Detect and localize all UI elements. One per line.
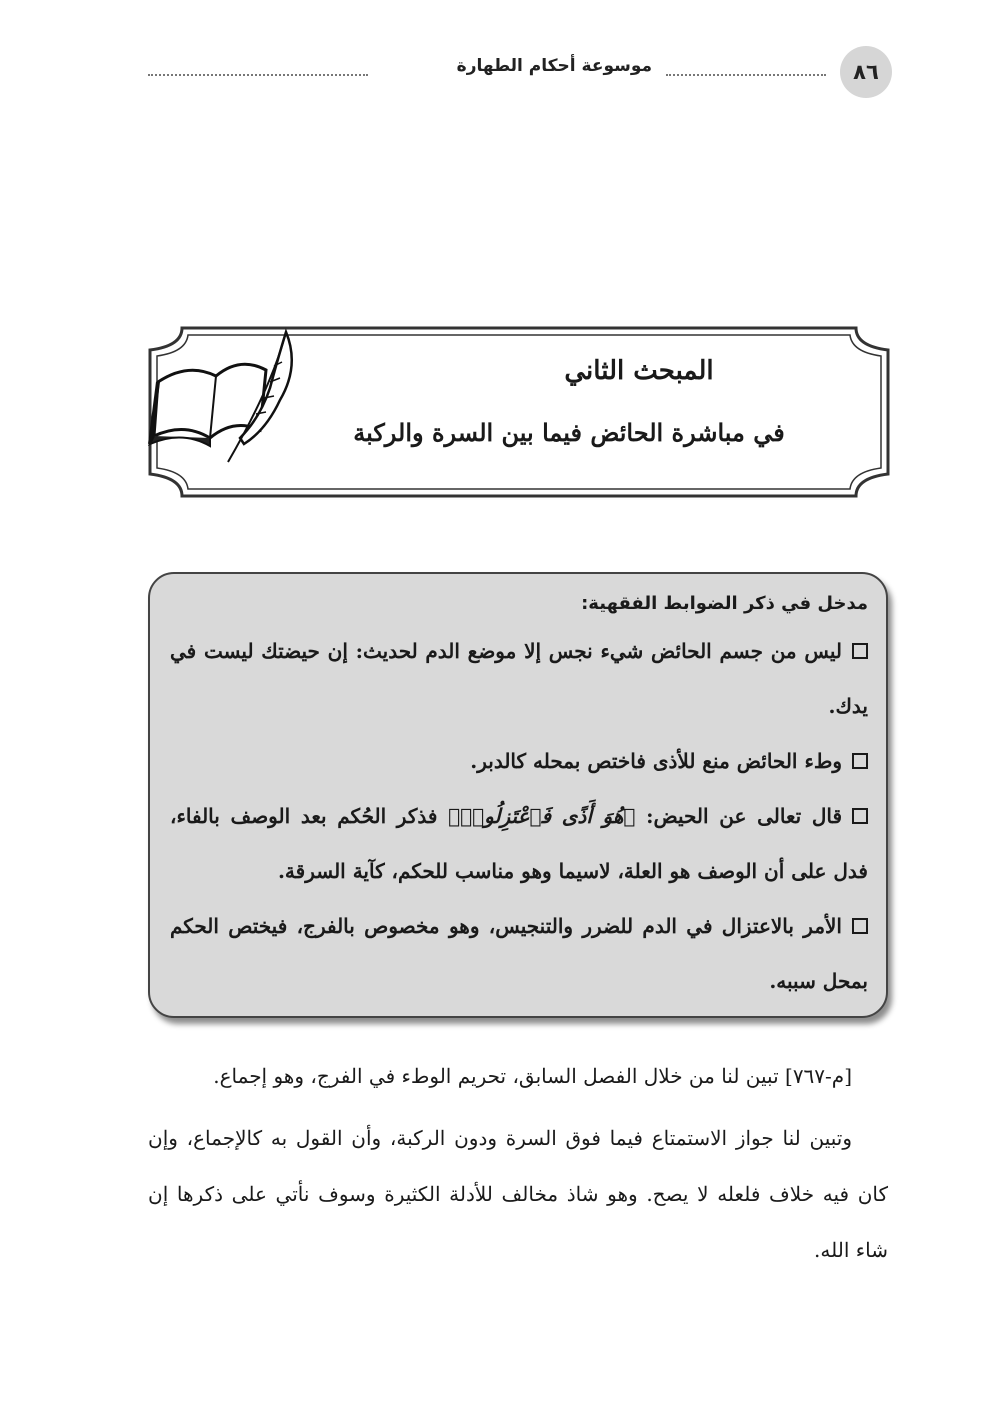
body-paragraph: وتبين لنا جواز الاستمتاع فيما فوق السرة ودون الركبة، وأن القول به كالإجماع، وإن كان فيه خلاف فلعله لا يصح. وهو شاذ مخالف للأدلة الكثيرة وسوف نأتي على ذكرها إن شاء الله. — [148, 1126, 888, 1262]
rule-item: ليس من جسم الحائض شيء نجس إلا موضع الدم لحديث: إن حيضتك ليست في يدك. — [170, 639, 868, 718]
rule-item: وطء الحائض منع للأذى فاختص بمحله كالدبر. — [170, 734, 868, 789]
book-quill-icon — [148, 326, 298, 466]
quran-quote: ﴿هُوَ أَذًى فَٱعْتَزِلُوا۟﴾ — [448, 804, 636, 828]
checkbox-bullet-icon — [852, 643, 868, 659]
header-dots-right — [666, 74, 826, 76]
section-subtitle: في مباشرة الحائض فيما بين السرة والركبة — [353, 418, 785, 447]
header-dots-left — [148, 74, 368, 76]
jurisprudence-rules-box — [148, 572, 888, 1018]
checkbox-bullet-icon — [852, 918, 868, 934]
section-title: المبحث الثاني — [564, 356, 714, 386]
checkbox-bullet-icon — [852, 808, 868, 824]
checkbox-bullet-icon — [852, 753, 868, 769]
book-title: موسوعة أحكام الطهارة — [456, 56, 652, 76]
rules-heading: مدخل في ذكر الضوابط الفقهية: — [581, 593, 868, 614]
page-header — [148, 46, 892, 98]
section-title-frame — [148, 326, 890, 498]
body-text — [148, 1048, 888, 1284]
body-paragraph: [م-٧٦٧] تبين لنا من خلال الفصل السابق، تحريم الوطء في الفرج، وهو إجماع. — [213, 1064, 852, 1088]
rule-item: قال تعالى عن الحيض: ﴿هُوَ أَذًى فَٱعْتَزِلُوا۟﴾ فذكر الحُكم بعد الوصف بالفاء، فدل على أن الوصف هو العلة، لاسيما وهو مناسب للحكم، كآية السرقة. — [170, 804, 868, 883]
rule-item: الأمر بالاعتزال في الدم للضرر والتنجيس، وهو مخصوص بالفرج، فيختص الحكم بمحل سببه. — [170, 914, 868, 993]
page-number: ٨٦ — [840, 46, 892, 98]
